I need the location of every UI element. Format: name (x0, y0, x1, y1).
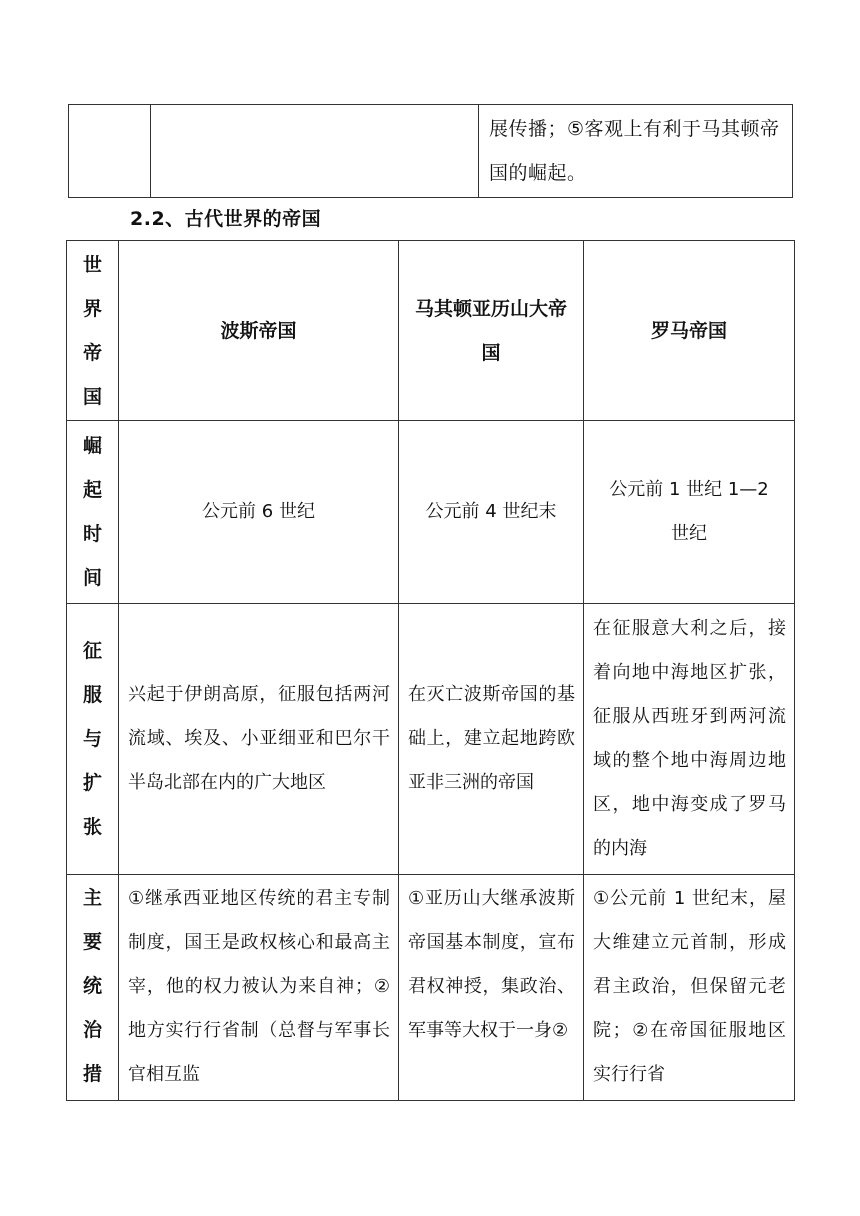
table-cell: ①亚历山大继承波斯帝国基本制度，宣布君权神授，集政治、军事等大权于一身② (399, 875, 584, 1101)
empty-cell (151, 105, 479, 198)
empires-table (66, 240, 795, 1101)
table-cell: 在征服意大利之后，接着向地中海地区扩张，征服从西班牙到两河流域的整个地中海周边地区，地中海变成了罗马的内海 (584, 604, 795, 875)
table-cell: ①公元前 1 世纪末，屋大维建立元首制，形成君主政治，但保留元老院；②在帝国征服地区实行行省 (584, 875, 795, 1101)
table-row (67, 421, 795, 604)
table-header-row (67, 241, 795, 421)
table-cell: 公元前 4 世纪末 (399, 421, 584, 604)
corner-header: 世界帝国 (67, 241, 119, 421)
table-cell: 兴起于伊朗高原，征服包括两河流域、埃及、小亚细亚和巴尔干半岛北部在内的广大地区 (119, 604, 399, 875)
table-row (69, 105, 793, 198)
row-label-governance: 主要统治措 (67, 875, 119, 1101)
table-cell: ①继承西亚地区传统的君主专制制度，国王是政权核心和最高主宰，他的权力被认为来自神；②地方实行行省制（总督与军事长官相互监 (119, 875, 399, 1101)
row-label-rise-time: 崛起时间 (67, 421, 119, 604)
table-cell: 公元前 6 世纪 (119, 421, 399, 604)
table-cell: 公元前 1 世纪 1—2 世纪 (584, 421, 795, 604)
table-row (67, 604, 795, 875)
column-header-persian: 波斯帝国 (119, 241, 399, 421)
column-header-macedonian: 马其顿亚历山大帝国 (399, 241, 584, 421)
continuation-table (68, 104, 793, 198)
empty-cell (69, 105, 151, 198)
column-header-roman: 罗马帝国 (584, 241, 795, 421)
row-label-conquest: 征服与扩张 (67, 604, 119, 875)
section-heading: 2.2、古代世界的帝国 (130, 208, 322, 230)
table-cell: 在灭亡波斯帝国的基础上，建立起地跨欧亚非三洲的帝国 (399, 604, 584, 875)
table-row (67, 875, 795, 1101)
continued-cell-text: 展传播；⑤客观上有利于马其顿帝国的崛起。 (479, 105, 793, 198)
